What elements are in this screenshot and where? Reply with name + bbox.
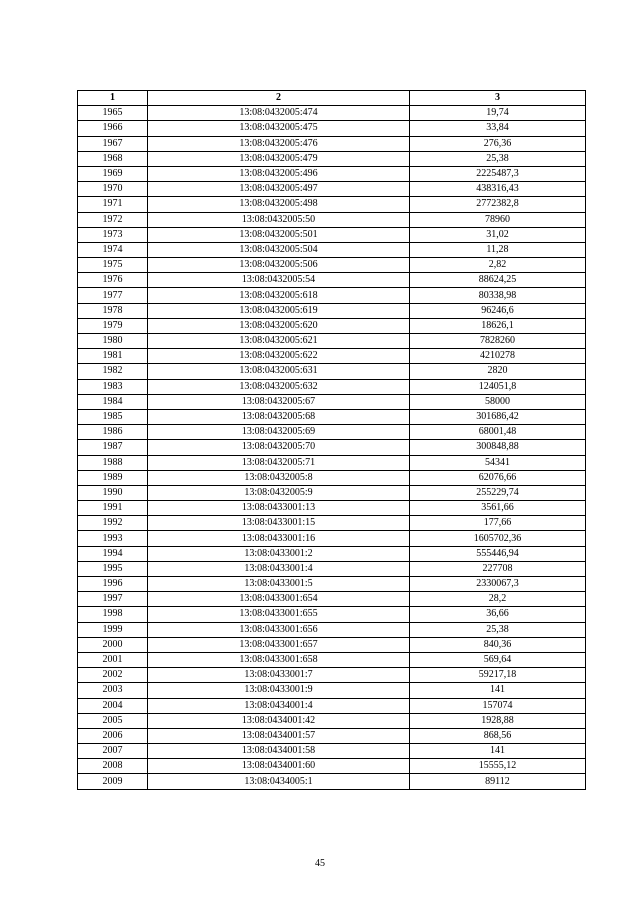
value-cell: 11,28	[410, 242, 586, 257]
table-row	[78, 516, 586, 531]
row-number-cell: 1995	[78, 561, 148, 576]
value-cell: 68001,48	[410, 425, 586, 440]
table-row	[78, 455, 586, 470]
cadastral-number-cell: 13:08:0432005:68	[148, 409, 410, 424]
value-cell: 569,64	[410, 652, 586, 667]
data-table	[77, 90, 586, 790]
value-cell: 255229,74	[410, 485, 586, 500]
row-number-cell: 1978	[78, 303, 148, 318]
cadastral-number-cell: 13:08:0433001:655	[148, 607, 410, 622]
table-row	[78, 409, 586, 424]
value-cell: 31,02	[410, 227, 586, 242]
table-row	[78, 212, 586, 227]
cadastral-number-cell: 13:08:0432005:506	[148, 258, 410, 273]
table-row	[78, 652, 586, 667]
table-body	[78, 106, 586, 789]
value-cell: 276,36	[410, 136, 586, 151]
table-row	[78, 546, 586, 561]
table-row	[78, 242, 586, 257]
value-cell: 300848,88	[410, 440, 586, 455]
row-number-cell: 1971	[78, 197, 148, 212]
cadastral-number-cell: 13:08:0432005:622	[148, 349, 410, 364]
cadastral-number-cell: 13:08:0433001:5	[148, 577, 410, 592]
value-cell: 7828260	[410, 334, 586, 349]
cadastral-number-cell: 13:08:0434001:57	[148, 728, 410, 743]
cadastral-number-cell: 13:08:0433001:15	[148, 516, 410, 531]
row-number-cell: 1993	[78, 531, 148, 546]
cadastral-number-cell: 13:08:0433001:9	[148, 683, 410, 698]
row-number-cell: 1986	[78, 425, 148, 440]
cadastral-number-cell: 13:08:0433001:4	[148, 561, 410, 576]
cadastral-number-cell: 13:08:0434001:42	[148, 713, 410, 728]
cadastral-number-cell: 13:08:0432005:497	[148, 182, 410, 197]
cadastral-number-cell: 13:08:0432005:70	[148, 440, 410, 455]
cadastral-number-cell: 13:08:0432005:496	[148, 166, 410, 181]
cadastral-number-cell: 13:08:0432005:618	[148, 288, 410, 303]
row-number-cell: 2004	[78, 698, 148, 713]
row-number-cell: 1969	[78, 166, 148, 181]
value-cell: 78960	[410, 212, 586, 227]
row-number-cell: 1981	[78, 349, 148, 364]
table-row	[78, 759, 586, 774]
row-number-cell: 2008	[78, 759, 148, 774]
row-number-cell: 2000	[78, 637, 148, 652]
row-number-cell: 2006	[78, 728, 148, 743]
value-cell: 18626,1	[410, 318, 586, 333]
row-number-cell: 1975	[78, 258, 148, 273]
value-cell: 124051,8	[410, 379, 586, 394]
row-number-cell: 1979	[78, 318, 148, 333]
cadastral-number-cell: 13:08:0432005:631	[148, 364, 410, 379]
cadastral-number-cell: 13:08:0432005:476	[148, 136, 410, 151]
row-number-cell: 1970	[78, 182, 148, 197]
cadastral-number-cell: 13:08:0432005:498	[148, 197, 410, 212]
row-number-cell: 1984	[78, 394, 148, 409]
cadastral-number-cell: 13:08:0434001:60	[148, 759, 410, 774]
cadastral-number-cell: 13:08:0432005:479	[148, 151, 410, 166]
value-cell: 2330067,3	[410, 577, 586, 592]
cadastral-number-cell: 13:08:0432005:620	[148, 318, 410, 333]
cadastral-number-cell: 13:08:0432005:9	[148, 485, 410, 500]
table-row	[78, 425, 586, 440]
row-number-cell: 1992	[78, 516, 148, 531]
cadastral-number-cell: 13:08:0433001:13	[148, 501, 410, 516]
table-row	[78, 136, 586, 151]
value-cell: 438316,43	[410, 182, 586, 197]
cadastral-number-cell: 13:08:0434001:4	[148, 698, 410, 713]
cadastral-number-cell: 13:08:0432005:621	[148, 334, 410, 349]
header-col-3: 3	[410, 91, 586, 106]
row-number-cell: 1977	[78, 288, 148, 303]
value-cell: 88624,25	[410, 273, 586, 288]
row-number-cell: 1985	[78, 409, 148, 424]
row-number-cell: 1967	[78, 136, 148, 151]
table-row	[78, 592, 586, 607]
row-number-cell: 1987	[78, 440, 148, 455]
table-row	[78, 622, 586, 637]
value-cell: 33,84	[410, 121, 586, 136]
row-number-cell: 1968	[78, 151, 148, 166]
table-row	[78, 394, 586, 409]
value-cell: 19,74	[410, 106, 586, 121]
value-cell: 58000	[410, 394, 586, 409]
row-number-cell: 1980	[78, 334, 148, 349]
row-number-cell: 2002	[78, 668, 148, 683]
cadastral-number-cell: 13:08:0432005:71	[148, 455, 410, 470]
table-row	[78, 728, 586, 743]
row-number-cell: 1976	[78, 273, 148, 288]
cadastral-number-cell: 13:08:0432005:632	[148, 379, 410, 394]
row-number-cell: 1991	[78, 501, 148, 516]
value-cell: 28,2	[410, 592, 586, 607]
value-cell: 3561,66	[410, 501, 586, 516]
value-cell: 96246,6	[410, 303, 586, 318]
table-row	[78, 501, 586, 516]
row-number-cell: 1999	[78, 622, 148, 637]
table-row	[78, 318, 586, 333]
cadastral-number-cell: 13:08:0432005:475	[148, 121, 410, 136]
table-header	[78, 91, 586, 106]
cadastral-number-cell: 13:08:0432005:501	[148, 227, 410, 242]
header-col-1: 1	[78, 91, 148, 106]
value-cell: 1928,88	[410, 713, 586, 728]
row-number-cell: 2003	[78, 683, 148, 698]
row-number-cell: 1965	[78, 106, 148, 121]
row-number-cell: 1990	[78, 485, 148, 500]
cadastral-number-cell: 13:08:0434001:58	[148, 744, 410, 759]
cadastral-number-cell: 13:08:0432005:50	[148, 212, 410, 227]
page-number: 45	[315, 858, 325, 869]
cadastral-number-cell: 13:08:0432005:504	[148, 242, 410, 257]
cadastral-number-cell: 13:08:0433001:654	[148, 592, 410, 607]
value-cell: 59217,18	[410, 668, 586, 683]
value-cell: 89112	[410, 774, 586, 789]
cadastral-number-cell: 13:08:0433001:16	[148, 531, 410, 546]
cadastral-number-cell: 13:08:0432005:54	[148, 273, 410, 288]
value-cell: 15555,12	[410, 759, 586, 774]
table-row	[78, 303, 586, 318]
value-cell: 54341	[410, 455, 586, 470]
table-row	[78, 364, 586, 379]
row-number-cell: 1982	[78, 364, 148, 379]
row-number-cell: 1973	[78, 227, 148, 242]
row-number-cell: 1996	[78, 577, 148, 592]
table-row	[78, 273, 586, 288]
table-row	[78, 683, 586, 698]
value-cell: 2,82	[410, 258, 586, 273]
value-cell: 2772382,8	[410, 197, 586, 212]
value-cell: 177,66	[410, 516, 586, 531]
table-row	[78, 349, 586, 364]
table-row	[78, 258, 586, 273]
table-row	[78, 774, 586, 789]
cadastral-number-cell: 13:08:0432005:619	[148, 303, 410, 318]
row-number-cell: 2001	[78, 652, 148, 667]
value-cell: 25,38	[410, 151, 586, 166]
table-row	[78, 713, 586, 728]
value-cell: 36,66	[410, 607, 586, 622]
cadastral-number-cell: 13:08:0432005:474	[148, 106, 410, 121]
table-row	[78, 470, 586, 485]
row-number-cell: 1994	[78, 546, 148, 561]
value-cell: 62076,66	[410, 470, 586, 485]
cadastral-number-cell: 13:08:0432005:67	[148, 394, 410, 409]
table-row	[78, 607, 586, 622]
cadastral-number-cell: 13:08:0433001:658	[148, 652, 410, 667]
value-cell: 840,36	[410, 637, 586, 652]
cadastral-number-cell: 13:08:0433001:7	[148, 668, 410, 683]
row-number-cell: 1972	[78, 212, 148, 227]
value-cell: 80338,98	[410, 288, 586, 303]
table-row	[78, 197, 586, 212]
value-cell: 25,38	[410, 622, 586, 637]
row-number-cell: 1989	[78, 470, 148, 485]
header-col-2: 2	[148, 91, 410, 106]
table-row	[78, 698, 586, 713]
value-cell: 4210278	[410, 349, 586, 364]
value-cell: 301686,42	[410, 409, 586, 424]
table-row	[78, 668, 586, 683]
row-number-cell: 1997	[78, 592, 148, 607]
table-row	[78, 531, 586, 546]
row-number-cell: 2005	[78, 713, 148, 728]
table-row	[78, 334, 586, 349]
row-number-cell: 1966	[78, 121, 148, 136]
table-row	[78, 577, 586, 592]
table-row	[78, 151, 586, 166]
table-row	[78, 744, 586, 759]
value-cell: 157074	[410, 698, 586, 713]
row-number-cell: 2007	[78, 744, 148, 759]
table-row	[78, 637, 586, 652]
row-number-cell: 1988	[78, 455, 148, 470]
table-row	[78, 182, 586, 197]
cadastral-number-cell: 13:08:0432005:69	[148, 425, 410, 440]
value-cell: 2820	[410, 364, 586, 379]
table-row	[78, 561, 586, 576]
table-row	[78, 379, 586, 394]
value-cell: 141	[410, 744, 586, 759]
cadastral-number-cell: 13:08:0433001:657	[148, 637, 410, 652]
table-row	[78, 166, 586, 181]
header-row	[78, 91, 586, 106]
value-cell: 1605702,36	[410, 531, 586, 546]
table-row	[78, 440, 586, 455]
value-cell: 555446,94	[410, 546, 586, 561]
value-cell: 141	[410, 683, 586, 698]
cadastral-number-cell: 13:08:0432005:8	[148, 470, 410, 485]
row-number-cell: 1983	[78, 379, 148, 394]
cadastral-number-cell: 13:08:0433001:2	[148, 546, 410, 561]
row-number-cell: 1998	[78, 607, 148, 622]
table-row	[78, 288, 586, 303]
table-row	[78, 121, 586, 136]
cadastral-number-cell: 13:08:0433001:656	[148, 622, 410, 637]
value-cell: 2225487,3	[410, 166, 586, 181]
table-row	[78, 106, 586, 121]
value-cell: 868,56	[410, 728, 586, 743]
table-row	[78, 227, 586, 242]
value-cell: 227708	[410, 561, 586, 576]
table-row	[78, 485, 586, 500]
row-number-cell: 1974	[78, 242, 148, 257]
row-number-cell: 2009	[78, 774, 148, 789]
cadastral-number-cell: 13:08:0434005:1	[148, 774, 410, 789]
